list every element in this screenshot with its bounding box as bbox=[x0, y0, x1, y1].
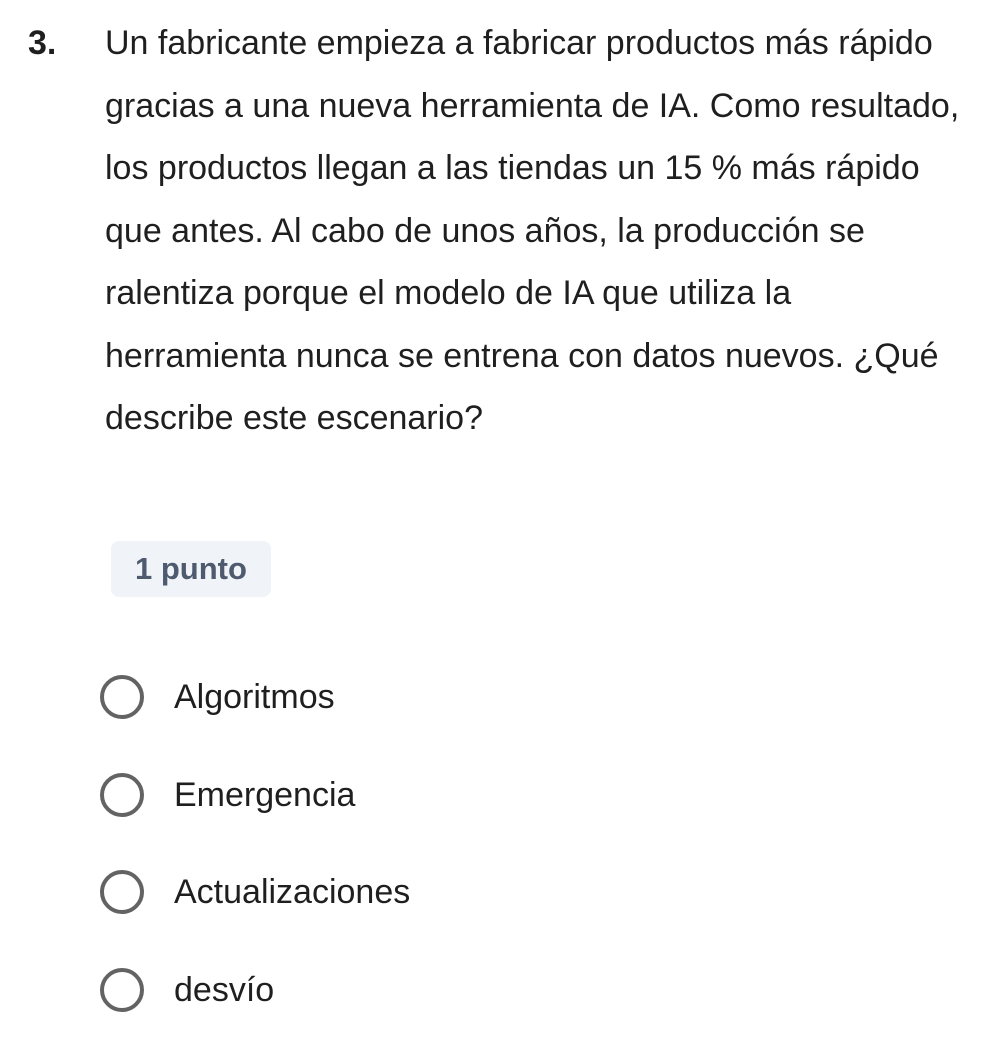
option-label: Actualizaciones bbox=[174, 873, 411, 911]
option-emergencia[interactable] bbox=[100, 765, 355, 825]
option-label: desvío bbox=[174, 971, 275, 1009]
radio-button-icon[interactable] bbox=[100, 773, 144, 817]
option-label: Algoritmos bbox=[174, 678, 335, 716]
points-badge: 1 punto bbox=[111, 541, 271, 597]
option-actualizaciones[interactable] bbox=[100, 862, 410, 922]
question-text: Un fabricante empieza a fabricar productos más rápido gracias a una nueva herramienta de IA. Como resultado, los productos llegan a las tiendas un 15 % más rápido que antes. Al cabo de unos años, la producción se ralentiza porque el modelo de IA que utiliza la herramienta nunca se entrena con datos nuevos. ¿Qué describe este escenario? bbox=[105, 24, 960, 437]
radio-button-icon[interactable] bbox=[100, 675, 144, 719]
radio-button-icon[interactable] bbox=[100, 870, 144, 914]
option-desvio[interactable] bbox=[100, 960, 274, 1020]
option-algoritmos[interactable] bbox=[100, 667, 335, 727]
option-label: Emergencia bbox=[174, 776, 356, 814]
radio-button-icon[interactable] bbox=[100, 968, 144, 1012]
question-number: 3. bbox=[28, 24, 57, 62]
